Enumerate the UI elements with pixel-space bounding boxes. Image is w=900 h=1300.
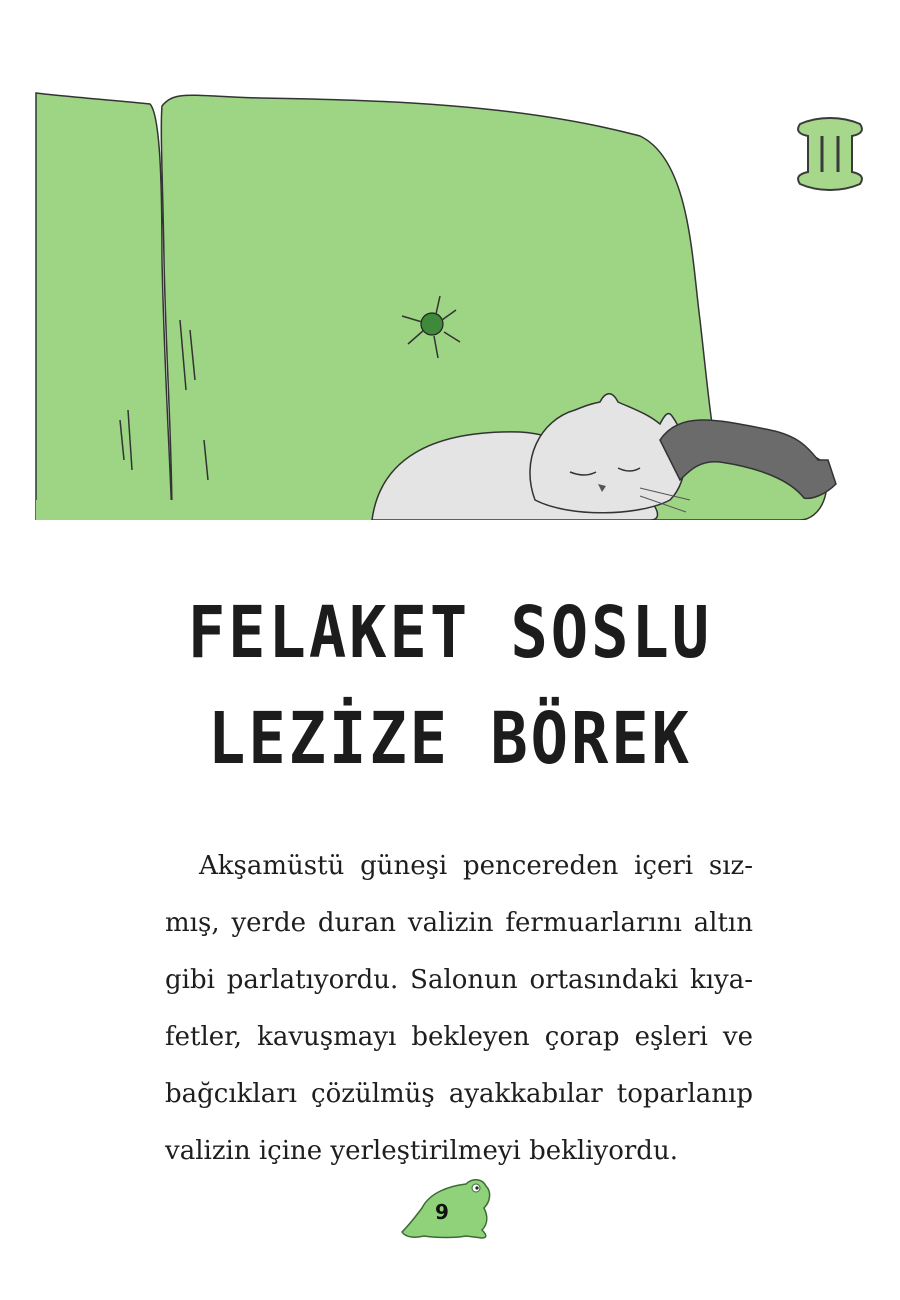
chapter-title-line-2: LEZİZE BÖREK — [208, 696, 692, 781]
page-number-badge — [396, 1172, 500, 1242]
body-line-5: bağcıkları çözülmüş ayakkabılar toparlanıp — [165, 1079, 753, 1109]
chapter-title — [0, 580, 900, 792]
body-line-4: fetler, kavuşmayı bekleyen çorap eşleri ve — [165, 1022, 753, 1052]
chapter-number-icon — [788, 112, 872, 196]
body-line-3: gibi parlatıyordu. Salonun ortasındaki kıya- — [165, 965, 753, 995]
body-line-6: valizin içine yerleştirilmeyi bekliyordu. — [165, 1136, 678, 1166]
chapter-title-line-1: FELAKET SOSLU — [187, 590, 713, 675]
sofa-left-cushion — [36, 93, 172, 520]
body-paragraph — [165, 838, 753, 1180]
page-number: 9 — [435, 1200, 449, 1224]
body-line-1: Akşamüstü güneşi pencereden içeri sız- — [199, 851, 753, 881]
body-line-2: mış, yerde duran valizin fermuarlarını altın — [165, 908, 753, 938]
sofa-cat-illustration — [0, 60, 900, 540]
